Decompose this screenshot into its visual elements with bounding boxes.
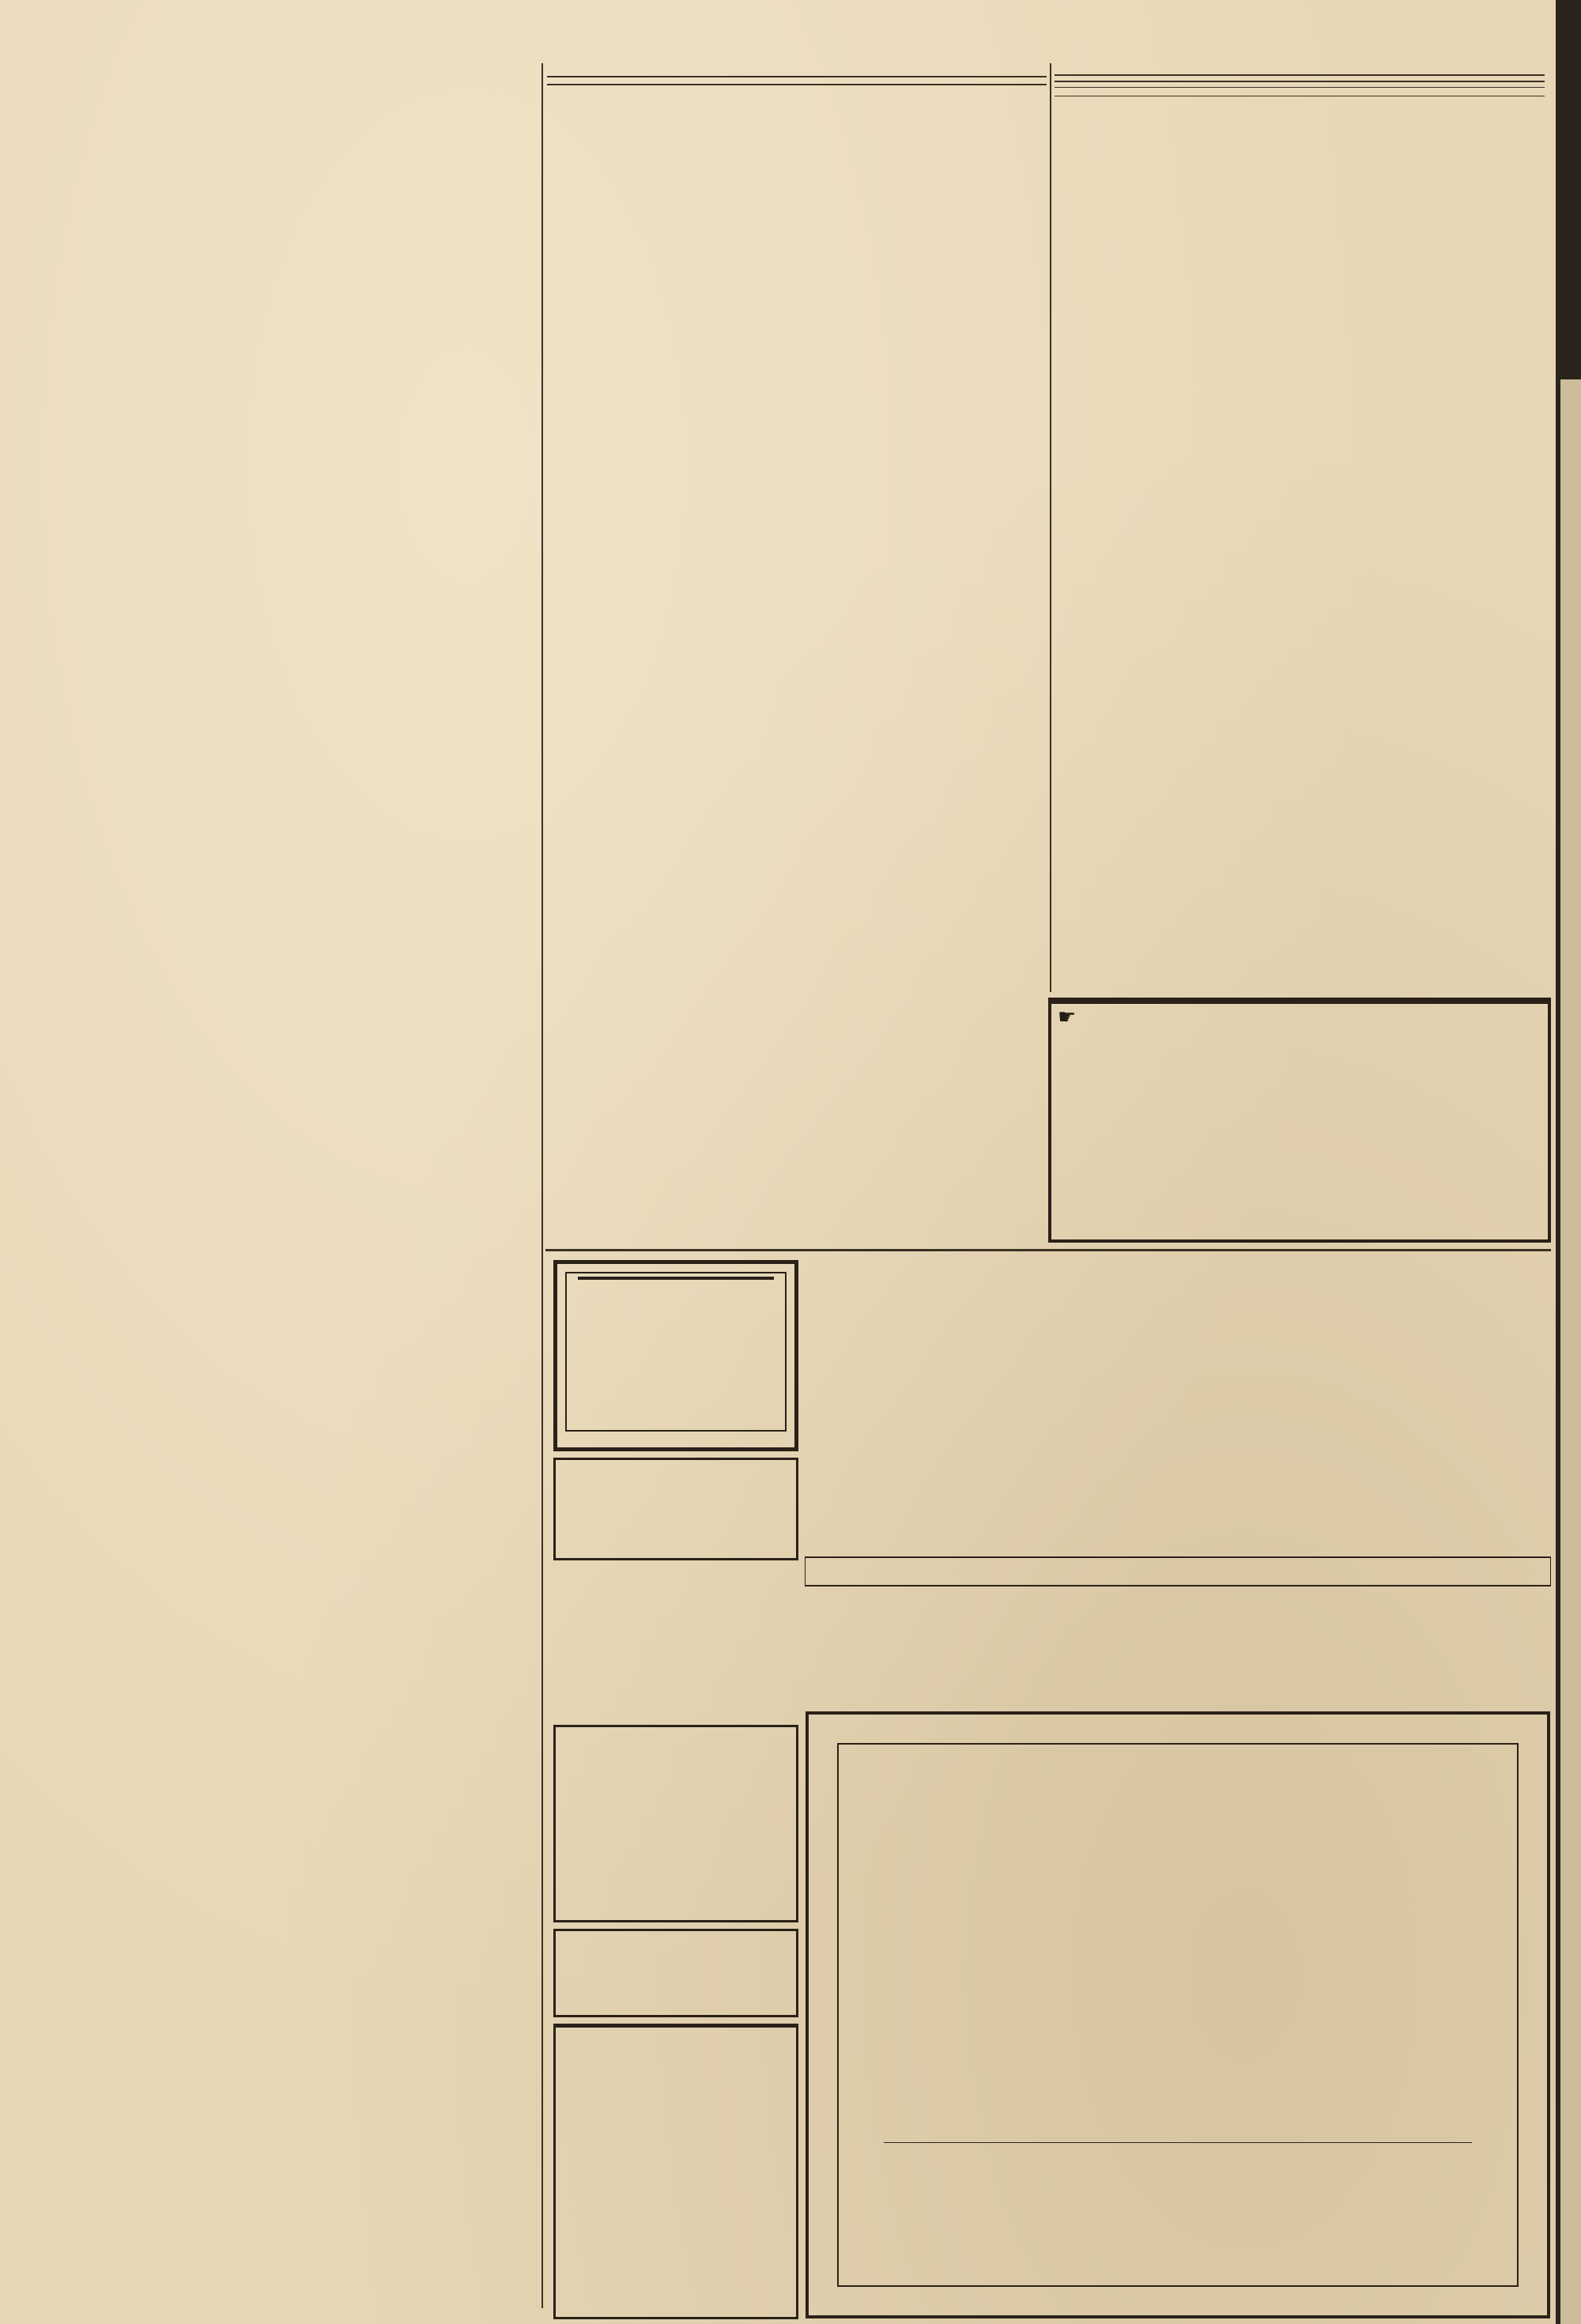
ad-feldbrief (1048, 998, 1551, 1243)
ad-ankauf (553, 1725, 798, 1922)
ornament-frame (805, 1711, 1551, 2319)
ad-einzelzimmer (553, 1929, 798, 2017)
ad-firm (578, 1277, 774, 1280)
pointing-hand-icon: ☛ (1058, 1005, 1077, 1029)
ad-banner (1051, 1001, 1548, 1004)
ad-uebersichtskarte (805, 1711, 1551, 2319)
separator (1055, 74, 1545, 76)
column-left (51, 70, 538, 2299)
next-page-strip (1560, 379, 1581, 2324)
ornament-border-top (805, 1556, 1551, 1587)
ad-stadttheater (553, 2024, 798, 2319)
column-middle (547, 70, 1047, 1255)
column-rule (1050, 63, 1051, 992)
ad-militaer-benner (805, 1260, 1551, 1703)
separator (1055, 87, 1545, 88)
ad-feldwesten (553, 1260, 798, 1451)
ad-contents (1051, 1005, 1548, 1029)
column-rule (541, 63, 543, 2308)
separator (884, 2142, 1472, 2143)
ad-intro (852, 1760, 1504, 1786)
ad-fahrraeder (553, 1458, 798, 1560)
separator (547, 84, 1047, 85)
separator (1055, 81, 1545, 82)
ad-inner-frame (565, 1272, 787, 1432)
separator (547, 76, 1047, 77)
ad-title (556, 2026, 796, 2028)
